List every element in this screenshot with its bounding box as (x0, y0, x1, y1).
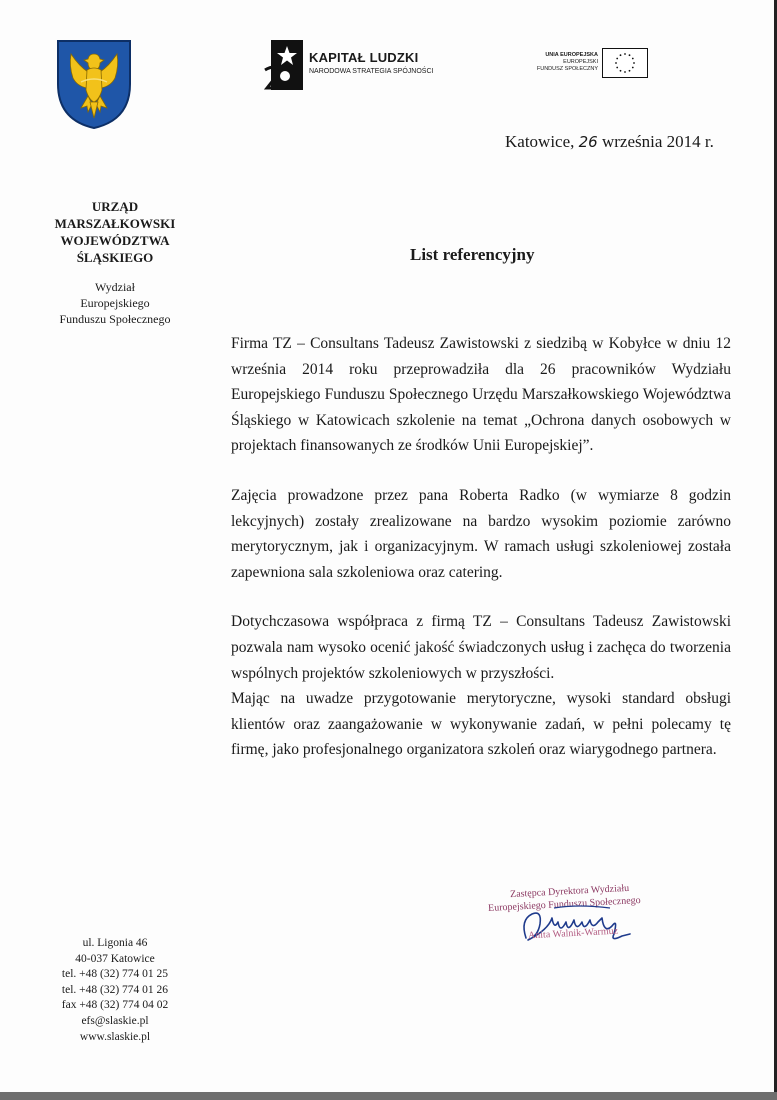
eu-logo-line2: EUROPEJSKI (563, 59, 598, 65)
org-line: WOJEWÓDZTWA (60, 233, 170, 248)
kapital-ludzki-title: KAPITAŁ LUDZKI (309, 50, 419, 65)
scan-edge-bottom (0, 1092, 777, 1100)
document-title: List referencyjny (410, 245, 535, 264)
body-paragraph-1: Firma TZ – Consultans Tadeusz Zawistowski z siedzibą w Kobyłce w dniu 12 września 2014 roku przeprowadziła dla 26 pracowników Wydziału Europejskiego Funduszu Społecznego Urzędu Marszałkowskiego Województwa Śląskiego w Katowicach szkolenie na temat „Ochrona danych osobowych w projektach finansowanych ze środków Unii Europejskiej”. (231, 335, 731, 455)
org-line: ŚLĄSKIEGO (76, 250, 154, 265)
official-stamp (486, 870, 686, 970)
date-day: 26 (578, 133, 598, 151)
kapital-ludzki-block (263, 38, 463, 92)
coat-of-arms-icon (55, 38, 133, 130)
dept-line: Funduszu Społecznego (59, 312, 171, 326)
date-prefix: Katowice, (505, 132, 579, 151)
address-line: www.slaskie.pl (79, 1030, 151, 1043)
body-paragraph-4: Mając na uwadze przygotowanie merytoryczne, wysoki standard obsługi klientów oraz zaangażowanie w wykonywanie zadań, w pełni polecamy tę firmę, jako profesjonalnego organizatora szkoleń oraz wiarygodnego partnera. (231, 690, 731, 759)
address-line: tel. +48 (32) 774 01 26 (61, 983, 169, 996)
address-line: efs@slaskie.pl (81, 1014, 149, 1027)
body-paragraph-2: Zajęcia prowadzone przez pana Roberta Radko (w wymiarze 8 godzin lekcyjnych) zostały zrealizowane na bardzo wysokim poziomie zarówno merytorycznym, jak i organizacyjnym. W ramach usługi szkoleniowej została zapewniona sala szkoleniowa oraz catering. (231, 486, 731, 581)
dept-line: Europejskiego (80, 296, 150, 310)
dept-line: Wydział (95, 280, 135, 294)
eu-logo-line1: UNIA EUROPEJSKA (545, 52, 598, 58)
sender-department (30, 279, 200, 327)
letter-body (231, 331, 731, 763)
sender-organization (30, 198, 200, 266)
date-suffix: września 2014 r. (597, 132, 714, 151)
address-line: fax +48 (32) 774 04 02 (61, 999, 169, 1012)
stamp-line2: Europejskiego Funduszu Społecznego (487, 895, 641, 914)
eu-logo-text (537, 52, 598, 73)
eu-logo-block (520, 46, 650, 80)
body-paragraph-3: Dotychczasowa współpraca z firmą TZ – Consultans Tadeusz Zawistowski pozwala nam wysoko ocenić jakość świadczonych usług i zachęca do tworzenia wspólnych projektów szkoleniowych w przyszłości. (231, 613, 731, 682)
eu-logo-line3: FUNDUSZ SPOŁECZNY (536, 66, 598, 72)
address-line: 40-037 Katowice (75, 952, 155, 965)
sender-block (30, 198, 200, 327)
kapital-ludzki-logo-icon (263, 40, 303, 90)
stamp-line1: Zastępca Dyrektora Wydziału (509, 882, 630, 901)
signature-icon (518, 900, 638, 950)
org-line: URZĄD MARSZAŁKOWSKI (54, 199, 176, 231)
address-line: ul. Ligonia 46 (82, 937, 148, 949)
eu-flag-icon (602, 48, 648, 78)
address-block (30, 936, 200, 1045)
stamp-name: Anita Walnik-Warmuz (527, 925, 619, 942)
address-line: tel. +48 (32) 774 01 25 (61, 968, 169, 981)
letter-date (505, 132, 714, 152)
kapital-ludzki-subtitle: NARODOWA STRATEGIA SPÓJNOŚCI (309, 68, 434, 75)
